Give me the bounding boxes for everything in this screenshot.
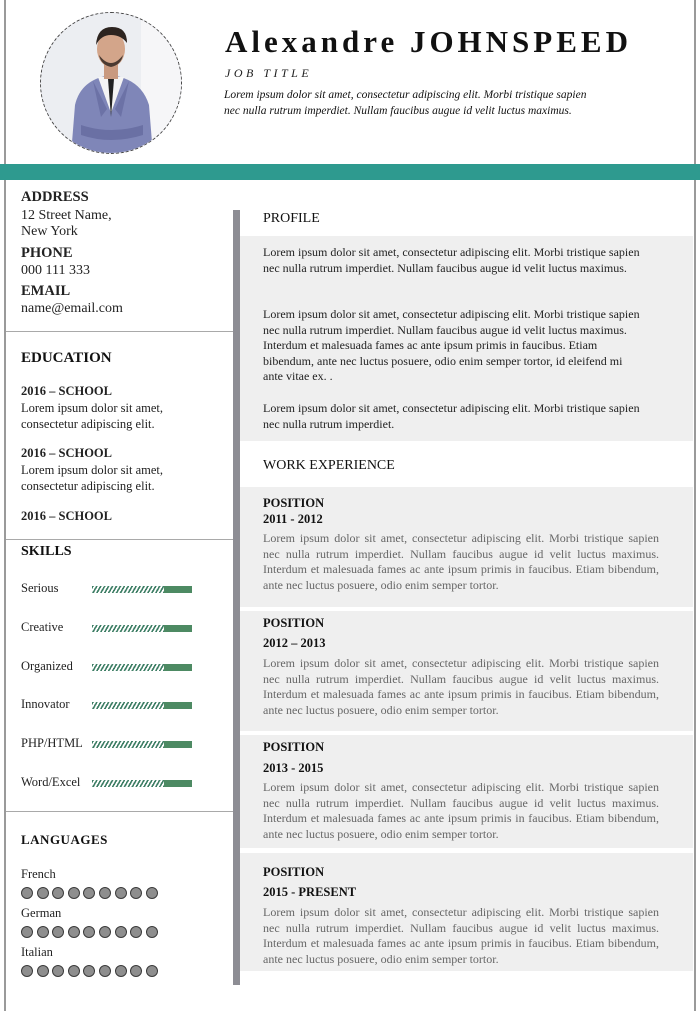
rating-dot-icon (146, 965, 158, 977)
rating-dot-icon (83, 887, 95, 899)
skill-row (21, 736, 196, 754)
rating-dot-icon (52, 926, 64, 938)
divider (6, 539, 233, 540)
skill-level-bar (92, 664, 192, 671)
rating-dot-icon (146, 887, 158, 899)
rating-dot-icon (37, 965, 49, 977)
person-portrait-icon (41, 13, 182, 154)
skill-name: Creative (21, 619, 64, 634)
skill-level-fill (164, 664, 192, 671)
divider (6, 811, 233, 812)
rating-dot-icon (52, 965, 64, 977)
work-experience-title: WORK EXPERIENCE (263, 458, 395, 473)
work-description: Lorem ipsum dolor sit amet, consectetur adipiscing elit. Morbi tristique sapien nec nulla rutrum imperdiet. Nullam faucibus augue id velit luctus maximus. Interdum et malesuada fames ac ante ipsum primis in faucibus. Etiam bibendum, ante nec luctus posuere, odio enim semper tortor. (263, 905, 659, 966)
candidate-name: Alexandre JOHNSPEED (225, 24, 632, 59)
address-label: ADDRESS (21, 189, 89, 205)
skill-level-bar (92, 741, 192, 748)
header-accent-bar (0, 164, 700, 180)
address-line-2: New York (21, 224, 78, 239)
rating-dot-icon (37, 887, 49, 899)
skill-name: Serious (21, 581, 59, 595)
rating-dot-icon (68, 887, 80, 899)
rating-dot-icon (37, 926, 49, 938)
work-position: POSITION (263, 496, 325, 510)
rating-dot-icon (99, 887, 111, 899)
rating-dot-icon (68, 965, 80, 977)
rating-dot-icon (130, 887, 142, 899)
languages-title: LANGUAGES (21, 832, 108, 847)
work-position: POSITION (263, 616, 325, 630)
work-description: Lorem ipsum dolor sit amet, consectetur adipiscing elit. Morbi tristique sapien nec nulla rutrum imperdiet. Nullam faucibus augue id velit luctus maximus. Interdum et malesuada fames ac ante ipsum primis in faucibus. Etiam bibendum, ante nec luctus posuere, odio enim semper tortor. (263, 656, 659, 717)
skill-row (21, 775, 196, 793)
skill-name: Organized (21, 658, 73, 673)
skill-level-bar (92, 586, 192, 593)
education-year: 2016 – SCHOOL (21, 384, 112, 398)
email-value: name@email.com (21, 301, 123, 316)
language-name: Italian (21, 945, 53, 959)
rating-dot-icon (52, 887, 64, 899)
rating-dot-icon (130, 965, 142, 977)
intro-text: Lorem ipsum dolor sit amet, consectetur adipiscing elit. Morbi tristique sapien nec nulla rutrum imperdiet. Nullam faucibus augue id velit luctus maximus. (224, 89, 587, 117)
work-position: POSITION (263, 865, 325, 879)
skill-level-fill (164, 702, 192, 709)
rating-dot-icon (21, 926, 33, 938)
skill-level-bar (92, 780, 192, 787)
education-title: EDUCATION (21, 350, 112, 366)
work-years: 2015 - PRESENT (263, 885, 357, 899)
skill-level-bar (92, 625, 192, 632)
skill-row (21, 581, 196, 599)
skill-level-fill (164, 780, 192, 787)
rating-dot-icon (115, 887, 127, 899)
language-rating (21, 965, 158, 977)
email-label: EMAIL (21, 283, 71, 299)
rating-dot-icon (146, 926, 158, 938)
skill-level-fill (164, 586, 192, 593)
education-text: Lorem ipsum dolor sit amet, consectetur adipiscing elit. (21, 401, 163, 431)
profile-photo (40, 12, 182, 154)
skill-row (21, 697, 196, 715)
phone-label: PHONE (21, 245, 73, 261)
skills-title: SKILLS (21, 544, 72, 559)
education-year: 2016 – SCHOOL (21, 446, 112, 460)
rating-dot-icon (83, 965, 95, 977)
work-description: Lorem ipsum dolor sit amet, consectetur adipiscing elit. Morbi tristique sapien nec nulla rutrum imperdiet. Nullam faucibus augue id velit luctus maximus. Interdum et malesuada fames ac ante ipsum primis in faucibus. Etiam bibendum, ante nec luctus posuere, odio enim semper tortor. (263, 780, 659, 841)
work-years: 2013 - 2015 (263, 761, 324, 775)
rating-dot-icon (21, 887, 33, 899)
skill-name: PHP/HTML (21, 736, 83, 751)
profile-paragraph: Lorem ipsum dolor sit amet, consectetur adipiscing elit. Morbi tristique sapien nec nulla rutrum imperdiet. Nullam faucibus augue id velit luctus maximus. (263, 245, 640, 275)
profile-paragraph: Lorem ipsum dolor sit amet, consectetur adipiscing elit. Morbi tristique sapien nec nulla rutrum imperdiet. Nullam faucibus augue id velit luctus maximus. Interdum et malesuada fames ac ante ipsum primis in faucibus. Etiam bibendum, ante nec luctus posuere, odio enim semper tortor, id eleifend mi ante vitae ex. . (263, 307, 640, 383)
education-year: 2016 – SCHOOL (21, 509, 112, 523)
language-rating (21, 926, 158, 938)
language-name: French (21, 867, 56, 881)
skill-name: Innovator (21, 697, 70, 712)
language-rating (21, 887, 158, 899)
rating-dot-icon (21, 965, 33, 977)
skill-row (21, 659, 196, 677)
rating-dot-icon (99, 965, 111, 977)
profile-paragraph: Lorem ipsum dolor sit amet, consectetur adipiscing elit. Morbi tristique sapien nec nulla rutrum imperdiet. (263, 401, 640, 431)
column-separator (233, 210, 240, 985)
education-text: Lorem ipsum dolor sit amet, consectetur adipiscing elit. (21, 463, 163, 493)
skill-level-fill (164, 625, 192, 632)
rating-dot-icon (115, 965, 127, 977)
language-name: German (21, 906, 62, 920)
skill-level-fill (164, 741, 192, 748)
rating-dot-icon (130, 926, 142, 938)
skill-name: Word/Excel (21, 775, 81, 789)
rating-dot-icon (68, 926, 80, 938)
skill-row (21, 620, 196, 638)
work-years: 2012 – 2013 (263, 636, 326, 650)
job-title: JOB TITLE (225, 66, 313, 80)
rating-dot-icon (115, 926, 127, 938)
rating-dot-icon (99, 926, 111, 938)
divider (6, 331, 233, 332)
work-years: 2011 - 2012 (263, 512, 323, 526)
rating-dot-icon (83, 926, 95, 938)
profile-title: PROFILE (263, 211, 320, 226)
address-line-1: 12 Street Name, (21, 208, 112, 223)
work-position: POSITION (263, 740, 325, 754)
phone-value: 000 111 333 (21, 263, 90, 278)
work-description: Lorem ipsum dolor sit amet, consectetur adipiscing elit. Morbi tristique sapien nec nulla rutrum imperdiet. Nullam faucibus augue id velit luctus maximus. Interdum et malesuada fames ac ante ipsum primis in faucibus. Etiam bibendum, ante nec luctus posuere, odio enim semper tortor. (263, 531, 659, 592)
skill-level-bar (92, 702, 192, 709)
